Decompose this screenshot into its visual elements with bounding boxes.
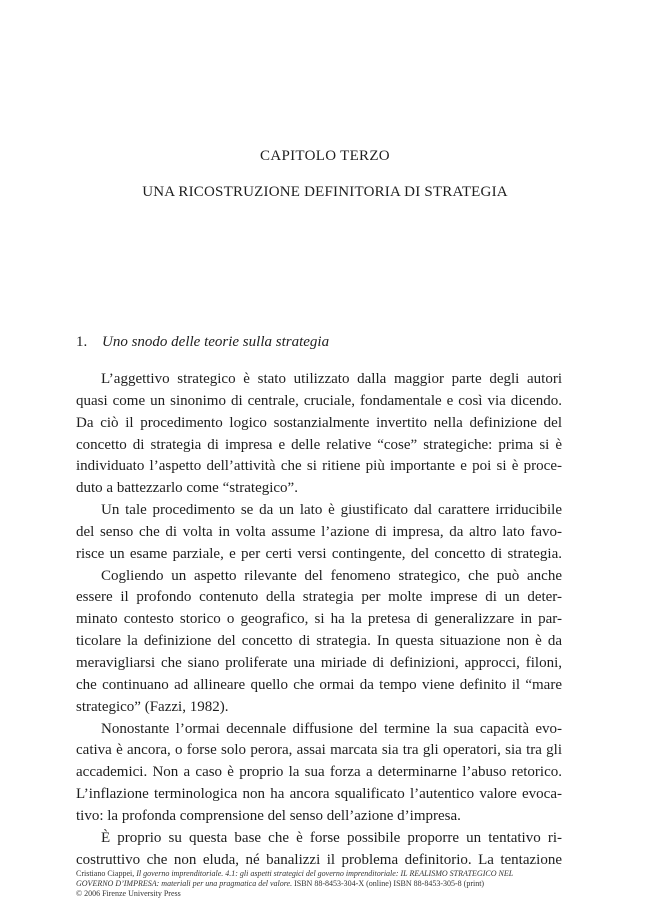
text-line: quasi come un sinonimo di centrale, cruciale, fondamentale e così via dicendo.: [76, 392, 562, 409]
text-line: duto a battezzarlo come “strategico”.: [76, 480, 298, 497]
text-line: concetto di strategia di impresa e delle relative “cose” strategiche: prima si è: [76, 436, 562, 453]
footer-copyright: © 2006 Firenze University Press: [76, 888, 181, 898]
footer-isbn: ISBN 88-8453-304-X (online) ISBN 88-8453-305-8 (print): [294, 878, 485, 888]
text-line: accademici. Non a caso è proprio la sua forza a determinarne l’abuso retorico.: [76, 764, 562, 781]
text-line: Un tale procedimento se da un lato è giustificato dal carattere irriducibile: [101, 502, 562, 519]
text-line: strategico” (Fazzi, 1982).: [76, 698, 229, 715]
chapter-label: CAPITOLO TERZO: [260, 148, 390, 164]
text-line: cativa è ancora, o forse solo perora, assai marcata sia tra gli operatori, sia tra gli: [76, 742, 562, 759]
text-line: essere il profondo contenuto della strategia per molte imprese di un deter-: [76, 589, 562, 606]
text-line: Nonostante l’ormai decennale diffusione del termine la sua capacità evo-: [101, 720, 562, 737]
text-line: Da ciò il procedimento logico sostanzialmente invertito nella definizione del: [76, 414, 562, 431]
footer-book-title-cont: GOVERNO D’IMPRESA: materiali per una pragmatica del valore.: [76, 878, 293, 888]
footer-line: [76, 869, 576, 879]
text-line: Cogliendo un aspetto rilevante del fenomeno strategico, che può anche: [101, 567, 562, 584]
text-line: del senso che di volta in volta assume l’azione di impresa, da altro lato favo-: [76, 523, 562, 540]
footer-line: [76, 879, 576, 889]
chapter-title: UNA RICOSTRUZIONE DEFINITORIA DI STRATEGIA: [142, 184, 508, 200]
text-line: L’inflazione terminologica non ha ancora squalificato l’autentico valore evoca-: [76, 786, 562, 803]
text-line: È proprio su questa base che è forse possibile proporre un tentativo ri-: [101, 829, 562, 846]
footer-book-title: Il governo imprenditoriale. 4.1: gli aspetti strategici del governo imprenditoriale: IL REALISMO STRATEGICO NEL: [136, 869, 514, 878]
text-line: meravigliarsi che siano proliferate una miriade di definizioni, approcci, filoni,: [76, 654, 562, 671]
body-text: [76, 369, 562, 871]
section-title: Uno snodo delle teorie sulla strategia: [102, 334, 330, 350]
text-line: che continuano ad allineare quello che ormai da tempo viene definito il “mare: [76, 676, 562, 693]
section-number: 1.: [76, 334, 88, 350]
text-line: L’aggettivo strategico è stato utilizzato dalla maggior parte degli autori: [101, 371, 562, 387]
footer-citation: [76, 869, 576, 898]
text-line: costruttivo che non eluda, né banalizzi il problema definitorio. La tentazione: [76, 851, 562, 868]
text-line: ticolare la definizione del concetto di strategia. In questa situazione non è da: [76, 633, 562, 650]
footer-author: Cristiano Ciappei,: [76, 869, 135, 878]
text-line: risce un esame parziale, e per certi versi contingente, del concetto di strategia.: [76, 545, 562, 562]
text-line: tivo: la profonda comprensione del senso dell’azione d’impresa.: [76, 807, 461, 824]
section-heading: [76, 334, 329, 351]
text-line: minato contesto storico o geografico, si ha la pretesa di generalizzare in par-: [76, 611, 562, 628]
text-line: individuato l’aspetto dell’attività che si ritiene più importante e poi si è proce-: [76, 458, 562, 475]
